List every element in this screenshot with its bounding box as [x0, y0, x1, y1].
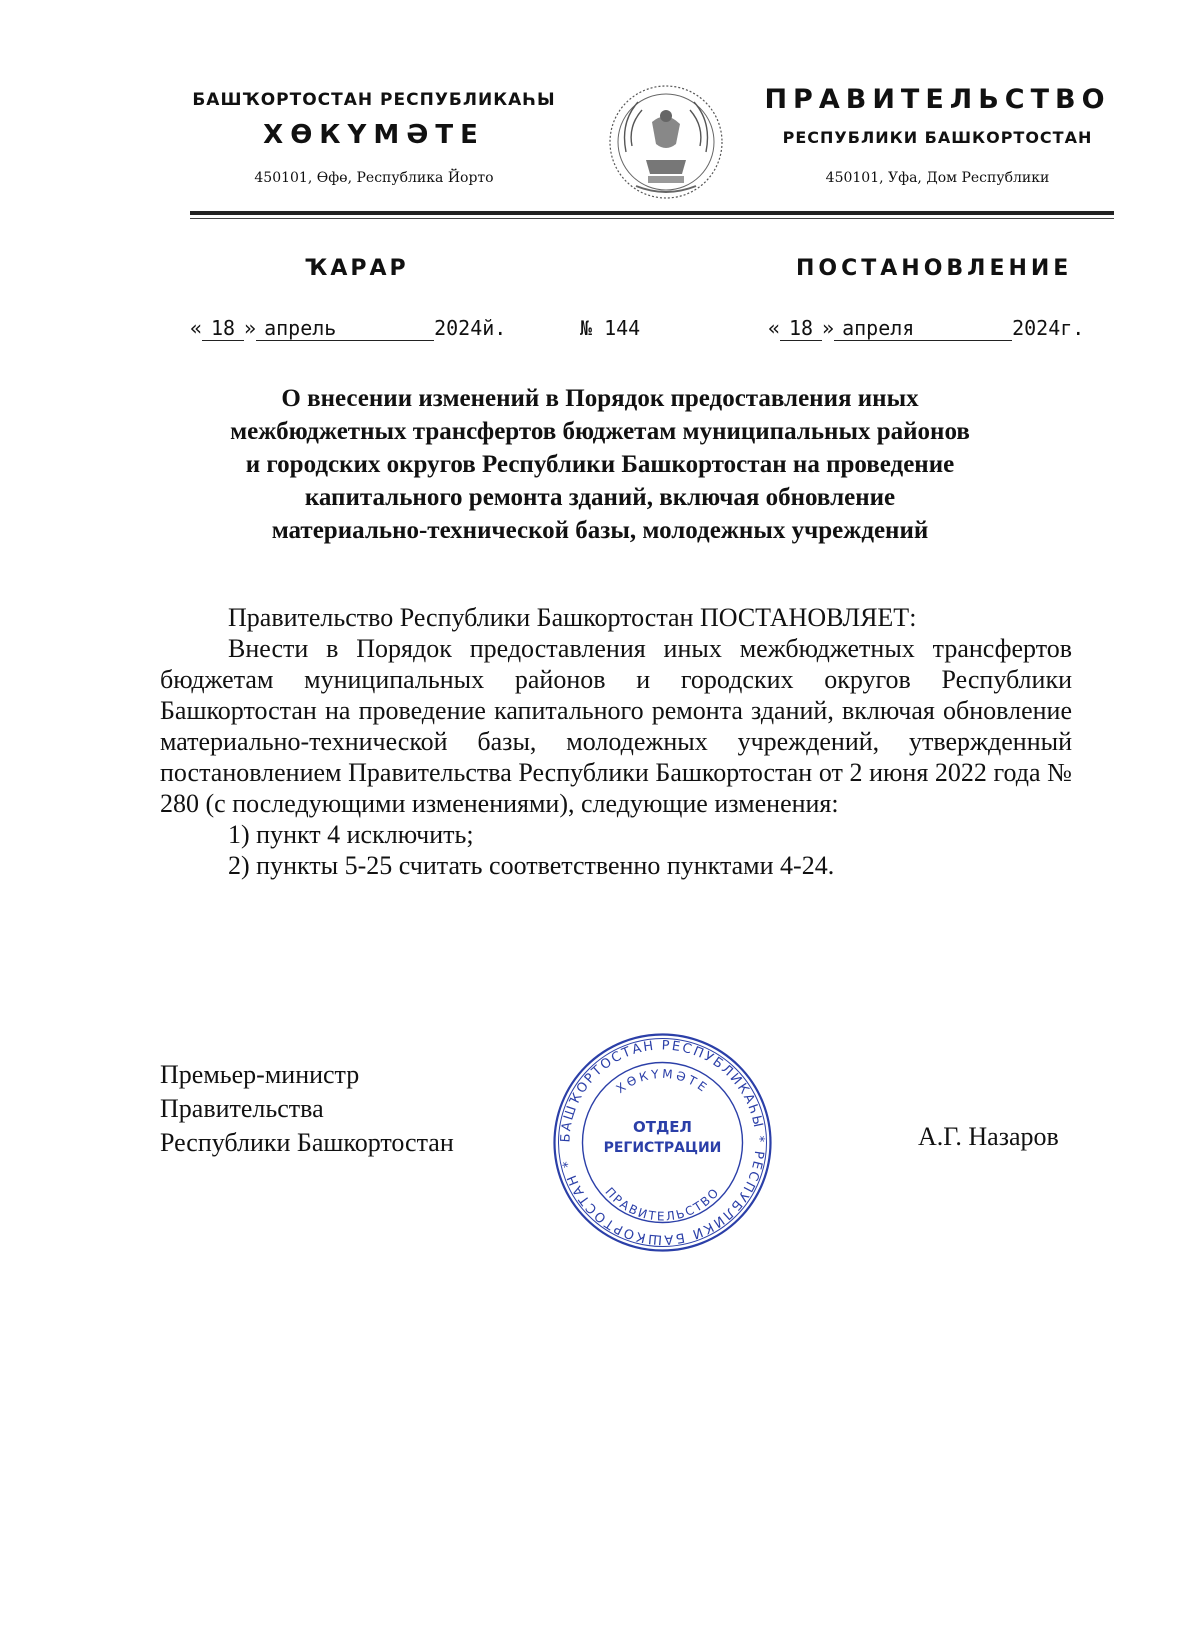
date-left-month: апрель — [256, 316, 434, 341]
stamp-inner-bottom-text: ПРАВИТЕЛЬСТВО — [602, 1184, 723, 1224]
header-ru-republic: РЕСПУБЛИКИ БАШКОРТОСТАН — [782, 128, 1093, 147]
date-left-year: 2024й. — [434, 316, 507, 340]
date-right-day: 18 — [780, 316, 822, 341]
stamp-inner-top-text: ХӨКҮМӘТЕ — [613, 1066, 712, 1097]
signature-line: Правительства — [160, 1094, 324, 1123]
date-right-close-quote: » — [822, 316, 835, 340]
date-left-open-quote: « — [190, 316, 203, 340]
date-right — [768, 316, 1084, 341]
header-ba-government: ХӨКҮМӘТЕ — [263, 120, 485, 150]
signature-position — [160, 1058, 454, 1160]
title-line: капитального ремонта зданий, включая обновление — [304, 484, 896, 511]
stamp-center-line-2: РЕГИСТРАЦИИ — [603, 1140, 722, 1156]
number-sign: № — [580, 316, 593, 340]
signature-line: Республики Башкортостан — [160, 1128, 454, 1157]
stamp-outer-text: БАШҠОРТОСТАН РЕСПУБЛИКАҺЫ * РЕСПУБЛИКИ БАШКОРТОСТАН * — [558, 1038, 767, 1247]
header-ba-address: 450101, Өфө, Республика Йорто — [254, 170, 494, 186]
document-body — [160, 602, 1072, 881]
document-title — [160, 382, 1040, 547]
body-main-paragraph: Внести в Порядок предоставления иных межбюджетных трансфертов бюджетам муниципальных районов и городских округов Республики Башкортостан на проведение капитального ремонта зданий, включая обновление материально-технической базы, молодежных учреждений, утвержденный постановлением Правительства Республики Башкортостан от 2 июня 2022 года № 280 (с последующими изменениями), следующие изменения: — [160, 634, 1072, 818]
date-left-day: 18 — [202, 316, 244, 341]
number-value: 144 — [604, 316, 641, 340]
svg-text:ПРАВИТЕЛЬСТВО — [602, 1185, 722, 1224]
signatory-name: А.Г. Назаров — [918, 1122, 1059, 1151]
registration-stamp — [550, 1030, 775, 1255]
decision-postanovlenie: ПОСТАНОВЛЕНИЕ — [796, 256, 1073, 281]
title-line: и городских округов Республики Башкортостан на проведение — [245, 451, 955, 478]
header-ru-address: 450101, Уфа, Дом Республики — [825, 170, 1050, 186]
stamp-center-line-1: ОТДЕЛ — [632, 1118, 693, 1136]
signature-line: Премьер-министр — [160, 1060, 360, 1089]
decision-karar: ҠАРАР — [305, 256, 409, 281]
header-divider-thin — [190, 218, 1114, 219]
date-right-open-quote: « — [768, 316, 781, 340]
date-right-month: апреля — [834, 316, 1012, 341]
header-ru-government: ПРАВИТЕЛЬСТВО — [764, 84, 1111, 115]
title-line: О внесении изменений в Порядок предоставления иных — [281, 385, 919, 412]
body-preamble: Правительство Республики Башкортостан ПОСТАНОВЛЯЕТ: — [228, 603, 917, 632]
body-item-2: 2) пункты 5-25 считать соответственно пунктами 4-24. — [228, 851, 835, 880]
svg-text:ХӨКҮМӘТЕ — [614, 1067, 712, 1096]
header-divider-thick — [190, 211, 1114, 215]
title-line: материально-технической базы, молодежных учреждений — [271, 517, 929, 544]
coat-of-arms-emblem-icon — [606, 82, 726, 202]
document-number — [580, 316, 640, 340]
date-left — [190, 316, 506, 341]
title-line: межбюджетных трансфертов бюджетам муниципальных районов — [230, 418, 970, 445]
body-item-1: 1) пункт 4 исключить; — [228, 820, 474, 849]
header-ba-republic: БАШҠОРТОСТАН РЕСПУБЛИКАҺЫ — [192, 90, 556, 110]
date-left-close-quote: » — [244, 316, 257, 340]
date-right-year: 2024г. — [1012, 316, 1085, 340]
